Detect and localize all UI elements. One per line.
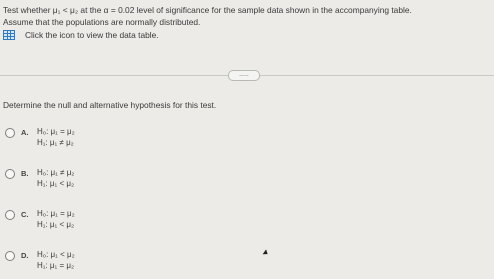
option-b-null-hypothesis: H₀: μ₁ ≠ μ₂ (37, 168, 75, 177)
option-c-alternative-hypothesis: H₁: μ₁ < μ₂ (37, 220, 75, 229)
option-d-alternative-hypothesis: H₁: μ₁ = μ₂ (37, 261, 75, 270)
option-c-radio[interactable] (5, 210, 15, 220)
data-table-instruction: Click the icon to view the data table. (25, 30, 159, 40)
option-b[interactable] (5, 167, 125, 191)
option-b-alternative-hypothesis: H₁: μ₁ < μ₂ (37, 179, 75, 188)
option-a-alternative-hypothesis: H₁: μ₁ ≠ μ₂ (37, 138, 74, 147)
expand-button[interactable]: ..... (228, 70, 260, 81)
option-a[interactable] (5, 126, 125, 150)
option-c-letter: C. (21, 210, 29, 219)
option-d-radio[interactable] (5, 251, 15, 261)
option-a-radio[interactable] (5, 128, 15, 138)
option-a-letter: A. (21, 128, 29, 137)
problem-text-line-1: Test whether μ₁ < μ₂ at the α = 0.02 level of significance for the sample data shown in the accompanying table. (3, 5, 412, 15)
option-d[interactable] (5, 249, 125, 273)
option-a-null-hypothesis: H₀: μ₁ = μ₂ (37, 127, 75, 136)
data-table-icon[interactable] (3, 30, 15, 40)
option-d-letter: D. (21, 251, 29, 260)
option-c-null-hypothesis: H₀: μ₁ = μ₂ (37, 209, 75, 218)
problem-statement (3, 4, 491, 41)
data-table-row (3, 29, 491, 41)
problem-text-line-2: Assume that the populations are normally distributed. (3, 17, 201, 27)
option-d-null-hypothesis: H₀: μ₁ < μ₂ (37, 250, 75, 259)
option-b-radio[interactable] (5, 169, 15, 179)
option-c[interactable] (5, 208, 125, 232)
option-b-letter: B. (21, 169, 29, 178)
question-text: Determine the null and alternative hypothesis for this test. (3, 100, 217, 110)
mouse-cursor-icon (263, 249, 270, 256)
